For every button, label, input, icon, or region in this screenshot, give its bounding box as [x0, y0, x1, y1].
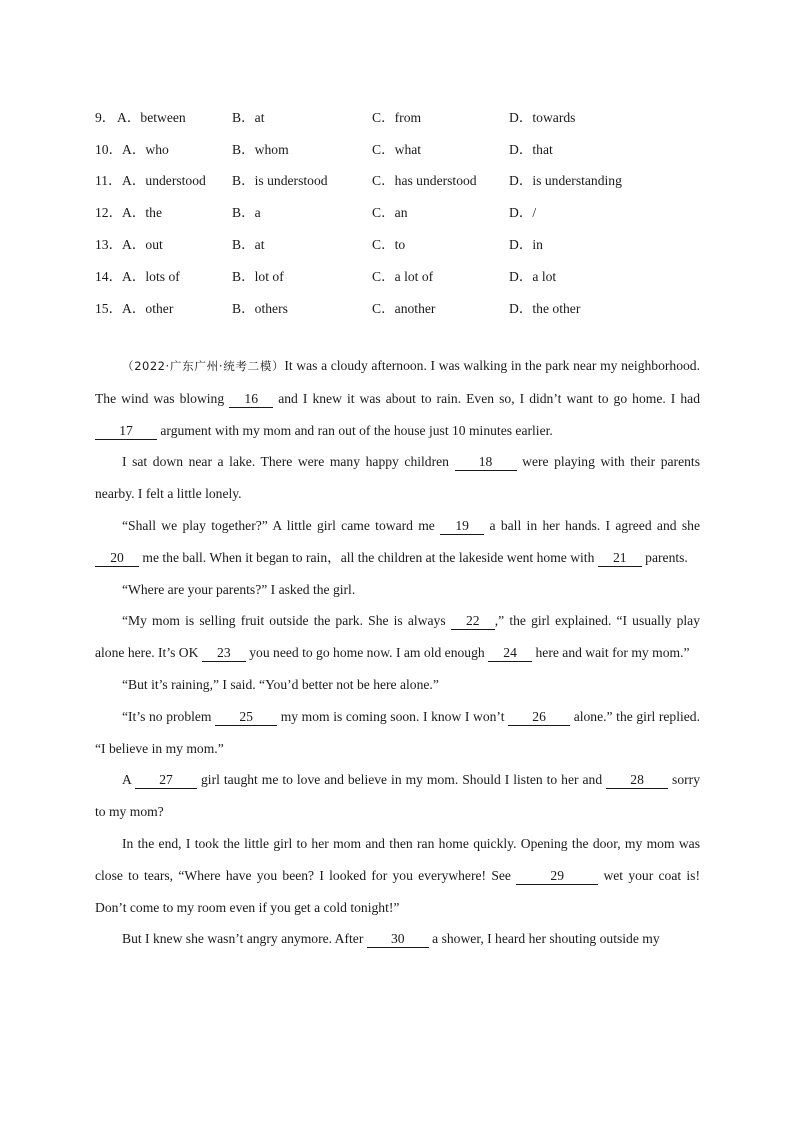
blank-27: 27	[135, 772, 197, 789]
option-a: A．lots of	[122, 268, 180, 284]
text: parents.	[641, 549, 688, 565]
blank-19: 19	[440, 518, 484, 535]
paragraph-10	[95, 923, 700, 955]
option-row-13: 13． A．out B．at C．to D．in	[95, 227, 715, 259]
blank-29: 29	[516, 868, 598, 885]
options-list	[95, 100, 715, 323]
blank-24: 24	[488, 645, 532, 662]
cloze-passage	[95, 350, 700, 955]
option-b: B．a	[232, 205, 261, 221]
text: In the end, I took the little girl to her mom and then ran home quickly. Opening the door, my mom was close to tears, “Where have you been? I looked for you everywhere! See	[95, 835, 700, 883]
option-a: A．between	[117, 109, 186, 125]
option-d: D．the other	[509, 300, 581, 316]
paragraph-4: “Where are your parents?” I asked the girl.	[122, 581, 356, 597]
option-d: D．in	[509, 237, 543, 253]
blank-20: 20	[95, 550, 139, 567]
option-row-12: 12． A．the B．a C．an D．/	[95, 195, 715, 227]
text: “It’s no problem	[122, 708, 216, 724]
text: were playing with their parents nearby. I felt a little lonely.	[95, 454, 700, 502]
option-b: B．lot of	[232, 268, 284, 284]
blank-25: 25	[215, 709, 277, 726]
blank-28: 28	[606, 772, 668, 789]
option-c: C．to	[372, 237, 406, 253]
blank-22: 22	[451, 613, 495, 630]
text: me the ball. When it began to rain，all the children at the lakeside went home with	[139, 549, 598, 565]
paragraph-5	[95, 605, 700, 669]
option-a: A．out	[122, 237, 163, 253]
blank-21: 21	[598, 550, 642, 567]
text: alone.” the girl replied. “I believe in my mom.”	[95, 708, 700, 756]
option-c: C．from	[372, 109, 422, 125]
text: my mom is coming soon. I know I won’t	[277, 708, 509, 724]
option-row-15: 15． A．other B．others C．another D．the other	[95, 291, 715, 323]
option-d: D．that	[509, 141, 553, 157]
option-d: D．/	[509, 205, 537, 221]
text: girl taught me to love and believe in my mom. Should I listen to her and	[197, 772, 607, 788]
text: But I knew she wasn’t angry anymore. After	[122, 931, 367, 947]
text: a shower, I heard her shouting outside my	[428, 931, 660, 947]
option-b: B．is understood	[232, 173, 328, 189]
paragraph-8	[95, 764, 700, 828]
text: A	[122, 772, 136, 788]
option-d: D．towards	[509, 109, 576, 125]
paragraph-1	[95, 350, 700, 446]
paragraph-3	[95, 510, 700, 574]
paragraph-2	[95, 446, 700, 510]
blank-17: 17	[95, 423, 157, 440]
text: here and wait for my mom.”	[532, 645, 690, 661]
text: It was a cloudy afternoon. I was walking in the park near my neighborhood. The wind was blowing	[95, 358, 701, 406]
text: ,” the girl explained. “I usually play alone here. It’s OK	[95, 613, 700, 661]
option-c: C．another	[372, 300, 436, 316]
option-a: A．who	[122, 141, 169, 157]
option-d: D．a lot	[509, 268, 557, 284]
exam-source: （2022·广东广州·统考二模）	[122, 359, 285, 373]
option-a: A．other	[122, 300, 174, 316]
text: “My mom is selling fruit outside the park. She is always	[122, 613, 451, 629]
blank-16: 16	[229, 391, 273, 408]
text: wet your coat is! Don’t come to my room even if you get a cold tonight!”	[95, 867, 701, 915]
paragraph-6: “But it’s raining,” I said. “You’d better not be here alone.”	[122, 676, 439, 692]
option-a: A．understood	[122, 173, 206, 189]
option-c: C．has understood	[372, 173, 477, 189]
text: you need to go home now. I am old enough	[245, 645, 489, 661]
blank-30: 30	[367, 931, 429, 948]
option-b: B．others	[232, 300, 288, 316]
option-row-11: 11． A．understood B．is understood C．has understood D．is understanding	[95, 164, 715, 196]
blank-23: 23	[202, 645, 246, 662]
paragraph-7	[95, 701, 700, 765]
text: and I knew it was about to rain. Even so, I didn’t want to go home. I had	[273, 390, 700, 406]
blank-18: 18	[455, 454, 517, 471]
option-b: B．whom	[232, 141, 289, 157]
option-row-9: 9． A．between B．at C．from D．towards	[95, 100, 715, 132]
option-c: C．what	[372, 141, 422, 157]
option-d: D．is understanding	[509, 173, 622, 189]
text: a ball in her hands. I agreed and she	[484, 517, 700, 533]
option-a: A．the	[122, 205, 163, 221]
option-c: C．an	[372, 205, 408, 221]
option-b: B．at	[232, 109, 265, 125]
text: sorry to my mom?	[95, 772, 700, 820]
paragraph-9	[95, 828, 700, 923]
option-b: B．at	[232, 237, 265, 253]
option-row-14: 14． A．lots of B．lot of C．a lot of D．a lot	[95, 259, 715, 291]
option-row-10: 10． A．who B．whom C．what D．that	[95, 132, 715, 164]
text: “Shall we play together?” A little girl came toward me	[122, 517, 441, 533]
text: argument with my mom and ran out of the house just 10 minutes earlier.	[157, 422, 553, 438]
blank-26: 26	[508, 709, 570, 726]
option-c: C．a lot of	[372, 268, 434, 284]
text: I sat down near a lake. There were many happy children	[122, 454, 455, 470]
